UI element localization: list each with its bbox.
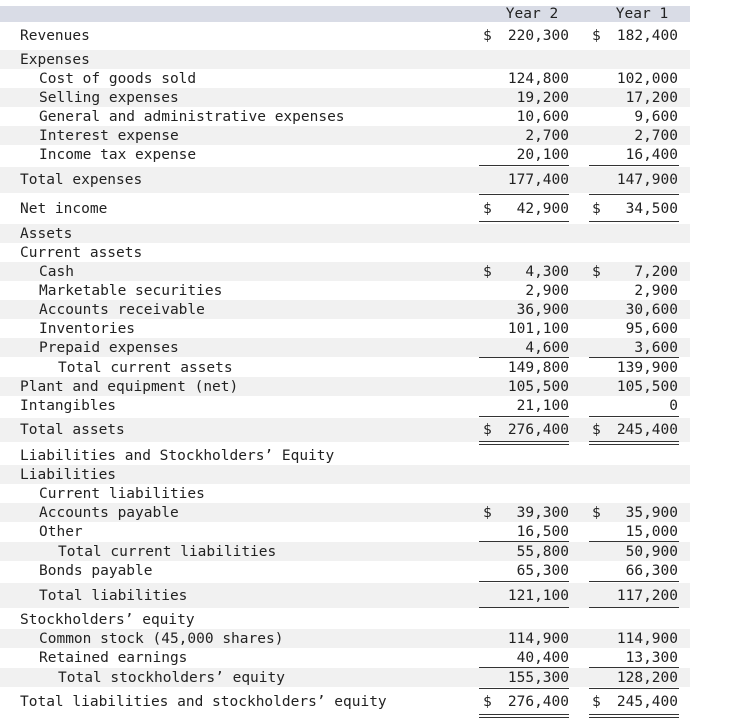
asset-year2: 4,300 xyxy=(525,263,569,280)
revenues-year2: 220,300 xyxy=(507,28,569,44)
expense-year1: 9,600 xyxy=(634,108,678,125)
equity-heading-row xyxy=(0,610,690,629)
total-rule xyxy=(479,194,569,195)
total-rule xyxy=(479,607,569,608)
liab-equity-heading-row xyxy=(0,446,690,465)
equity-heading: Stockholders’ equity xyxy=(20,611,195,628)
plant-equipment-year1: 105,500 xyxy=(616,378,678,395)
total-liabilities-label: Total liabilities xyxy=(39,587,188,604)
total-current-assets-label: Total current assets xyxy=(58,359,233,376)
expense-row xyxy=(0,107,690,126)
year2-header: Year 2 xyxy=(505,6,559,22)
asset-row xyxy=(0,319,690,338)
asset-label: Marketable securities xyxy=(39,282,223,299)
accounts-payable-label: Accounts payable xyxy=(39,504,179,521)
expenses-heading-row xyxy=(0,50,690,69)
asset-row xyxy=(0,262,690,281)
currency-symbol: $ xyxy=(483,263,492,280)
asset-year2: 36,900 xyxy=(516,301,569,318)
asset-year2: 101,100 xyxy=(507,320,569,337)
total-liabilities-year1: 117,200 xyxy=(616,587,678,604)
net-income-year2: 42,900 xyxy=(516,201,569,217)
asset-row xyxy=(0,338,690,357)
total-current-assets-year1: 139,900 xyxy=(616,359,678,376)
common-stock-year1: 114,900 xyxy=(616,630,678,647)
subtotal-rule xyxy=(589,416,679,417)
double-rule xyxy=(589,714,679,718)
expense-row xyxy=(0,126,690,145)
expense-label: Cost of goods sold xyxy=(39,70,197,87)
total-liabilities-row xyxy=(0,583,690,608)
currency-symbol: $ xyxy=(483,28,492,44)
subtotal-rule xyxy=(479,581,569,582)
total-equity-label: Total stockholders’ equity xyxy=(58,669,285,686)
revenues-year1: 182,400 xyxy=(616,28,678,44)
column-header-row xyxy=(0,6,690,22)
bonds-payable-label: Bonds payable xyxy=(39,562,153,579)
asset-year1: 30,600 xyxy=(625,301,678,318)
total-equity-row xyxy=(0,668,690,687)
other-liabilities-year1: 15,000 xyxy=(625,523,678,540)
subtotal-rule xyxy=(479,416,569,417)
asset-year1: 95,600 xyxy=(625,320,678,337)
total-rule xyxy=(589,194,679,195)
expense-year1: 17,200 xyxy=(625,89,678,106)
expenses-heading: Expenses xyxy=(20,51,90,68)
revenues-label: Revenues xyxy=(20,28,90,44)
total-assets-label: Total assets xyxy=(20,422,125,438)
currency-symbol: $ xyxy=(483,694,492,710)
year1-header: Year 1 xyxy=(615,6,669,22)
plant-equipment-label: Plant and equipment (net) xyxy=(20,378,239,395)
currency-symbol: $ xyxy=(483,504,492,521)
liab-equity-heading: Liabilities and Stockholders’ Equity xyxy=(20,447,335,464)
subtotal-rule xyxy=(479,165,569,166)
expense-label: General and administrative expenses xyxy=(39,108,345,125)
intangibles-year1: 0 xyxy=(669,397,678,414)
total-liab-equity-year1: 245,400 xyxy=(616,694,678,710)
expense-year1: 16,400 xyxy=(625,146,678,163)
currency-symbol: $ xyxy=(592,263,601,280)
total-current-assets-row xyxy=(0,358,690,377)
asset-row xyxy=(0,300,690,319)
total-expenses-label: Total expenses xyxy=(20,172,143,188)
double-rule xyxy=(589,441,679,445)
assets-heading: Assets xyxy=(20,225,73,242)
retained-earnings-label: Retained earnings xyxy=(39,649,188,666)
plant-equipment-year2: 105,500 xyxy=(507,378,569,395)
total-current-liabilities-year2: 55,800 xyxy=(516,543,569,560)
accounts-payable-row xyxy=(0,503,690,522)
net-income-row xyxy=(0,196,690,222)
other-liabilities-row xyxy=(0,522,690,541)
asset-year1: 3,600 xyxy=(634,339,678,356)
expense-row xyxy=(0,88,690,107)
expense-year2: 2,700 xyxy=(525,127,569,144)
subtotal-rule xyxy=(479,688,569,689)
subtotal-rule xyxy=(589,581,679,582)
current-liabilities-heading: Current liabilities xyxy=(39,485,205,502)
total-expenses-row xyxy=(0,167,690,193)
total-expenses-year2: 177,400 xyxy=(507,172,569,188)
total-equity-year2: 155,300 xyxy=(507,669,569,686)
expense-label: Selling expenses xyxy=(39,89,179,106)
total-current-liabilities-label: Total current liabilities xyxy=(58,543,277,560)
total-expenses-year1: 147,900 xyxy=(616,172,678,188)
currency-symbol: $ xyxy=(483,422,492,438)
bonds-payable-year2: 65,300 xyxy=(516,562,569,579)
asset-label: Inventories xyxy=(39,320,136,337)
net-income-label: Net income xyxy=(20,201,108,217)
accounts-payable-year1: 35,900 xyxy=(625,504,678,521)
total-liab-equity-year2: 276,400 xyxy=(507,694,569,710)
total-equity-year1: 128,200 xyxy=(616,669,678,686)
expense-label: Income tax expense xyxy=(39,146,197,163)
currency-symbol: $ xyxy=(483,201,492,217)
current-assets-heading-row xyxy=(0,243,690,262)
common-stock-row xyxy=(0,629,690,648)
expense-year1: 2,700 xyxy=(634,127,678,144)
expense-year2: 124,800 xyxy=(507,70,569,87)
retained-earnings-row xyxy=(0,648,690,667)
expense-year1: 102,000 xyxy=(616,70,678,87)
expense-year2: 19,200 xyxy=(516,89,569,106)
currency-symbol: $ xyxy=(592,422,601,438)
asset-year2: 2,900 xyxy=(525,282,569,299)
total-rule xyxy=(589,607,679,608)
asset-year1: 2,900 xyxy=(634,282,678,299)
total-assets-row xyxy=(0,418,690,442)
currency-symbol: $ xyxy=(592,201,601,217)
current-assets-heading: Current assets xyxy=(20,244,143,261)
asset-label: Prepaid expenses xyxy=(39,339,179,356)
asset-label: Cash xyxy=(39,263,74,280)
revenues-row xyxy=(0,23,690,49)
currency-symbol: $ xyxy=(592,28,601,44)
assets-heading-row xyxy=(0,224,690,243)
total-liab-equity-label: Total liabilities and stockholders’ equity xyxy=(20,694,387,710)
expense-year2: 20,100 xyxy=(516,146,569,163)
bonds-payable-row xyxy=(0,561,690,580)
common-stock-label: Common stock (45,000 shares) xyxy=(39,630,284,647)
total-current-liabilities-row xyxy=(0,542,690,561)
liabilities-heading-row xyxy=(0,465,690,484)
plant-equipment-row xyxy=(0,377,690,396)
bonds-payable-year1: 66,300 xyxy=(625,562,678,579)
common-stock-year2: 114,900 xyxy=(507,630,569,647)
intangibles-row xyxy=(0,396,690,415)
net-income-year1: 34,500 xyxy=(625,201,678,217)
expense-row xyxy=(0,145,690,164)
expense-row xyxy=(0,69,690,88)
asset-year1: 7,200 xyxy=(634,263,678,280)
intangibles-year2: 21,100 xyxy=(516,397,569,414)
liabilities-heading: Liabilities xyxy=(20,466,117,483)
total-assets-year2: 276,400 xyxy=(507,422,569,438)
total-liab-equity-row xyxy=(0,690,690,714)
asset-row xyxy=(0,281,690,300)
expense-label: Interest expense xyxy=(39,127,179,144)
currency-symbol: $ xyxy=(592,694,601,710)
double-rule xyxy=(479,441,569,445)
asset-label: Accounts receivable xyxy=(39,301,205,318)
other-liabilities-label: Other xyxy=(39,523,83,540)
other-liabilities-year2: 16,500 xyxy=(516,523,569,540)
total-liabilities-year2: 121,100 xyxy=(507,587,569,604)
expense-year2: 10,600 xyxy=(516,108,569,125)
total-assets-year1: 245,400 xyxy=(616,422,678,438)
subtotal-rule xyxy=(589,165,679,166)
total-current-assets-year2: 149,800 xyxy=(507,359,569,376)
intangibles-label: Intangibles xyxy=(20,397,117,414)
current-liabilities-heading-row xyxy=(0,484,690,503)
currency-symbol: $ xyxy=(592,504,601,521)
retained-earnings-year2: 40,400 xyxy=(516,649,569,666)
total-current-liabilities-year1: 50,900 xyxy=(625,543,678,560)
retained-earnings-year1: 13,300 xyxy=(625,649,678,666)
double-rule xyxy=(479,714,569,718)
subtotal-rule xyxy=(589,688,679,689)
asset-year2: 4,600 xyxy=(525,339,569,356)
accounts-payable-year2: 39,300 xyxy=(516,504,569,521)
